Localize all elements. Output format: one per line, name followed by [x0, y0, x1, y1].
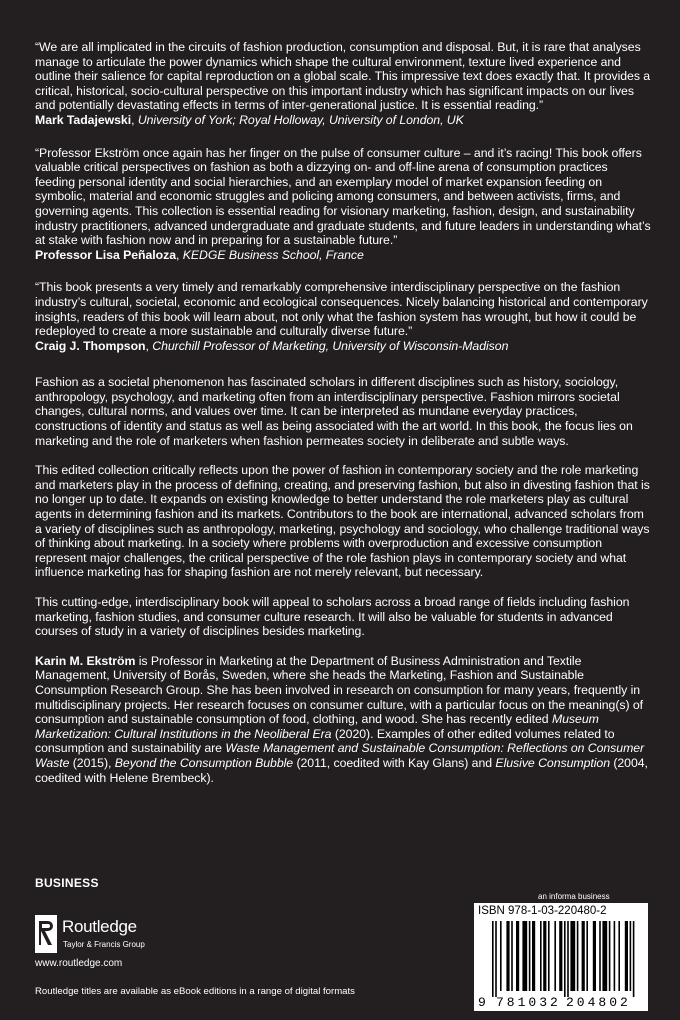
- barcode-bar: [567, 921, 569, 997]
- barcode-bar: [577, 921, 579, 991]
- barcode-bar: [506, 921, 509, 991]
- endorser-affiliation: KEDGE Business School, France: [182, 247, 364, 262]
- back-cover-text: [35, 40, 651, 785]
- barcode-bar: [511, 921, 513, 991]
- barcode-bar: [614, 921, 616, 991]
- barcode-bar: [492, 921, 494, 997]
- endorser-affiliation: Churchill Professor of Marketing, University of Wisconsin-Madison: [152, 338, 509, 353]
- barcode-bar: [543, 921, 546, 991]
- author-bio: Karin M. Ekström is Professor in Marketing at the Department of Business Administration and Textile Management, University of Borås, Sweden, where she heads the Marketing, Fashion and Sustainable Consumption Research Group. She has been involved in research on consumption for many years, frequently in multidisciplinary projects. Her research focuses on consumer culture, with a particular focus on the meaning(s) of consumption and sustainable consumption of food, clothing, and wood. She has recently edited Museum Marketization: Cultural Institutions in the Neoliberal Era (2020). Examples of other edited volumes related to consumption and sustainability are Waste Management and Sustainable Consumption: Reflections on Consumer Waste (2015), Beyond the Consumption Bubble (2011, coedited with Kay Glans) and Elusive Consumption (2004, coedited with Helene Brembeck).: [35, 653, 648, 785]
- description-paragraph: This edited collection critically reflects upon the power of fashion in contemporary society and the role marketing and marketers play in the process of defining, creating, and preserving fashion, but also in divesting fashion that is no longer up to date. It expands on existing knowledge to better understand the role marketers play as cultural agents in determining fashion and its markets. Contributors to the book are international, advanced scholars from a variety of disciplines such as anthropology, marketing, psychology and sociology, who challenge traditional ways of thinking about marketing. In a society where problems with overproduction and excessive consumption represent major challenges, the critical perspective of the role fashion plays in contemporary society and what influence marketing has for shaping fashion are not merely relevant, but necessary.: [35, 463, 650, 580]
- book-title: Museum Marketization: Cultural Institutions in the Neoliberal Era: [35, 712, 599, 741]
- publisher-name: Routledge: [62, 917, 137, 936]
- description-paragraph: This cutting-edge, interdisciplinary book will appeal to scholars across a broad range of fields including fashion marketing, fashion studies, and consumer culture research. It will also be valuable for students in advanced courses of study in a variety of disciplines besides marketing.: [35, 595, 630, 639]
- barcode-bar: [540, 921, 542, 991]
- barcode-bar: [630, 921, 632, 991]
- description-paragraph: Fashion as a societal phenomenon has fascinated scholars in different disciplines such as history, sociology, anthropology, psychology, and marketing often from an interdisciplinary perspective. Fashion mirrors societal changes, cultural norms, and values over time. It can be interpreted as mundane everyday practices, constructions of identity and status as well as being associated with the art world. In this book, the focus lies on marketing and the role of marketers when fashion permeates society in deliberate and subtle ways.: [35, 375, 633, 448]
- barcode-bar: [522, 921, 527, 991]
- book-description: [35, 375, 651, 639]
- barcode-bar: [602, 921, 607, 991]
- barcode-bar: [548, 921, 550, 991]
- isbn-label: ISBN 978-1-03-220480-2: [478, 905, 607, 917]
- endorsement-quote: “Professor Ekström once again has her finger on the pulse of consumer culture – and it’s racing! This book offers valuable critical perspectives on fashion as both a dizzying on- and off-line arena of consumption practices feeding personal identity and social hierarchies, and an exemplary model of market expansion feeding on symbolic, material and economic struggles and policing among consumers, and between activists, firms, and governing agents. This collection is essential reading for visionary marketing, fashion, design, and sustainability industry practitioners, advanced undergraduate and graduate students, and future leaders in understanding what’s at stake with fashion now and in preparing for a sustainable future.”: [35, 145, 651, 248]
- barcode-bar: [559, 921, 562, 991]
- barcode-bar: [599, 921, 601, 991]
- endorser-name: Professor Lisa Peñaloza: [35, 247, 177, 262]
- barcode-digit-first: 9: [478, 995, 486, 1010]
- barcode-digits-left: 781032: [496, 995, 561, 1010]
- endorsement-3: “This book presents a very timely and remarkably comprehensive interdisciplinary perspective on the fashion industry’s cultural, societal, economic and ecological consequences. Nicely balancing historical and contemporary insights, readers of this book will learn about, not only what the fashion system has wrought, but how it could be redeployed to create a more sustainable and culturally diverse future.” Craig J. Thompson, Churchill Professor of Marketing, University of Wisconsin-Madison: [35, 280, 651, 353]
- barcode-bar: [609, 921, 611, 991]
- barcode-bar: [582, 921, 585, 991]
- barcode-bar: [625, 921, 628, 991]
- barcode-bar: [495, 921, 497, 997]
- endorser-name: Mark Tadajewski: [35, 112, 132, 127]
- routledge-emblem-icon: [35, 915, 57, 953]
- barcode-bar: [529, 921, 531, 991]
- endorsement-quote: “We are all implicated in the circuits of fashion production, consumption and disposal. But, it is rare that analyses manage to articulate the power dynamics which shape the cultural environment, texture lived experience and outline their salience for capital reproduction on a global scale. This impressive text does exactly that. It provides a critical, historical, socio-cultural perspective on this important industry which has significant impacts on our lives and potentially devastating effects in terms of inter-generational justice. It is essential reading.”: [35, 40, 651, 113]
- publisher-group: Taylor & Francis Group: [63, 940, 145, 949]
- barcode-bar: [554, 921, 556, 991]
- routledge-logo: [35, 915, 185, 955]
- endorser-name: Craig J. Thompson: [35, 338, 146, 353]
- endorsement-2: “Professor Ekström once again has her finger on the pulse of consumer culture – and it’s racing! This book offers valuable critical perspectives on fashion as both a dizzying on- and off-line arena of consumption practices feeding personal identity and social hierarchies, and an exemplary model of market expansion feeding on symbolic, material and economic struggles and policing among consumers, and between activists, firms, and governing agents. This collection is essential reading for visionary marketing, fashion, design, and sustainability industry practitioners, advanced undergraduate and graduate students, and future leaders in understanding what’s at stake with fashion now and in preparing for a sustainable future.” Professor Lisa Peñaloza, KEDGE Business School, France: [35, 145, 651, 262]
- endorsement-1: “We are all implicated in the circuits of fashion production, consumption and disposal. But, it is rare that analyses manage to articulate the power dynamics which shape the cultural environment, texture lived experience and outline their salience for capital reproduction on a global scale. This impressive text does exactly that. It provides a critical, historical, socio-cultural perspective on this important industry which has significant impacts on our lives and potentially devastating effects in terms of inter-generational justice. It is essential reading.” Mark Tadajewski, University of York; Royal Holloway, University of London, UK: [35, 40, 651, 127]
- barcode-bar: [586, 921, 588, 991]
- endorsement-quote: “This book presents a very timely and remarkably comprehensive interdisciplinary perspective on the fashion industry’s cultural, societal, economic and ecological consequences. Nicely balancing historical and contemporary insights, readers of this book will learn about, not only what the fashion system has wrought, but how it could be redeployed to create a more sustainable and culturally diverse future.”: [35, 280, 648, 339]
- author-name: Karin M. Ekström: [35, 653, 136, 668]
- barcode-bar: [516, 921, 519, 991]
- book-title: Elusive Consumption: [495, 755, 610, 770]
- barcode-bar: [532, 921, 535, 991]
- barcode-bar: [618, 921, 620, 991]
- book-title: Beyond the Consumption Bubble: [114, 755, 294, 770]
- informa-tagline: an informa business: [538, 892, 610, 901]
- barcode-bar: [564, 921, 566, 997]
- publisher-website[interactable]: www.routledge.com: [35, 958, 123, 969]
- endorser-affiliation: University of York; Royal Holloway, University of London, UK: [137, 112, 464, 127]
- barcode-bar: [633, 921, 635, 997]
- ebook-note: Routledge titles are available as eBook editions in a range of digital formats: [35, 986, 355, 997]
- subject-category: BUSINESS: [35, 876, 99, 890]
- book-title: Waste Management and Sustainable Consumption: Reflections on Consumer Waste: [35, 741, 645, 770]
- barcode-bar: [570, 921, 575, 991]
- barcode-bar: [500, 921, 502, 991]
- barcode-digits-right: 204802: [566, 995, 631, 1010]
- isbn-barcode: [474, 903, 648, 1011]
- barcode-bar: [593, 921, 596, 991]
